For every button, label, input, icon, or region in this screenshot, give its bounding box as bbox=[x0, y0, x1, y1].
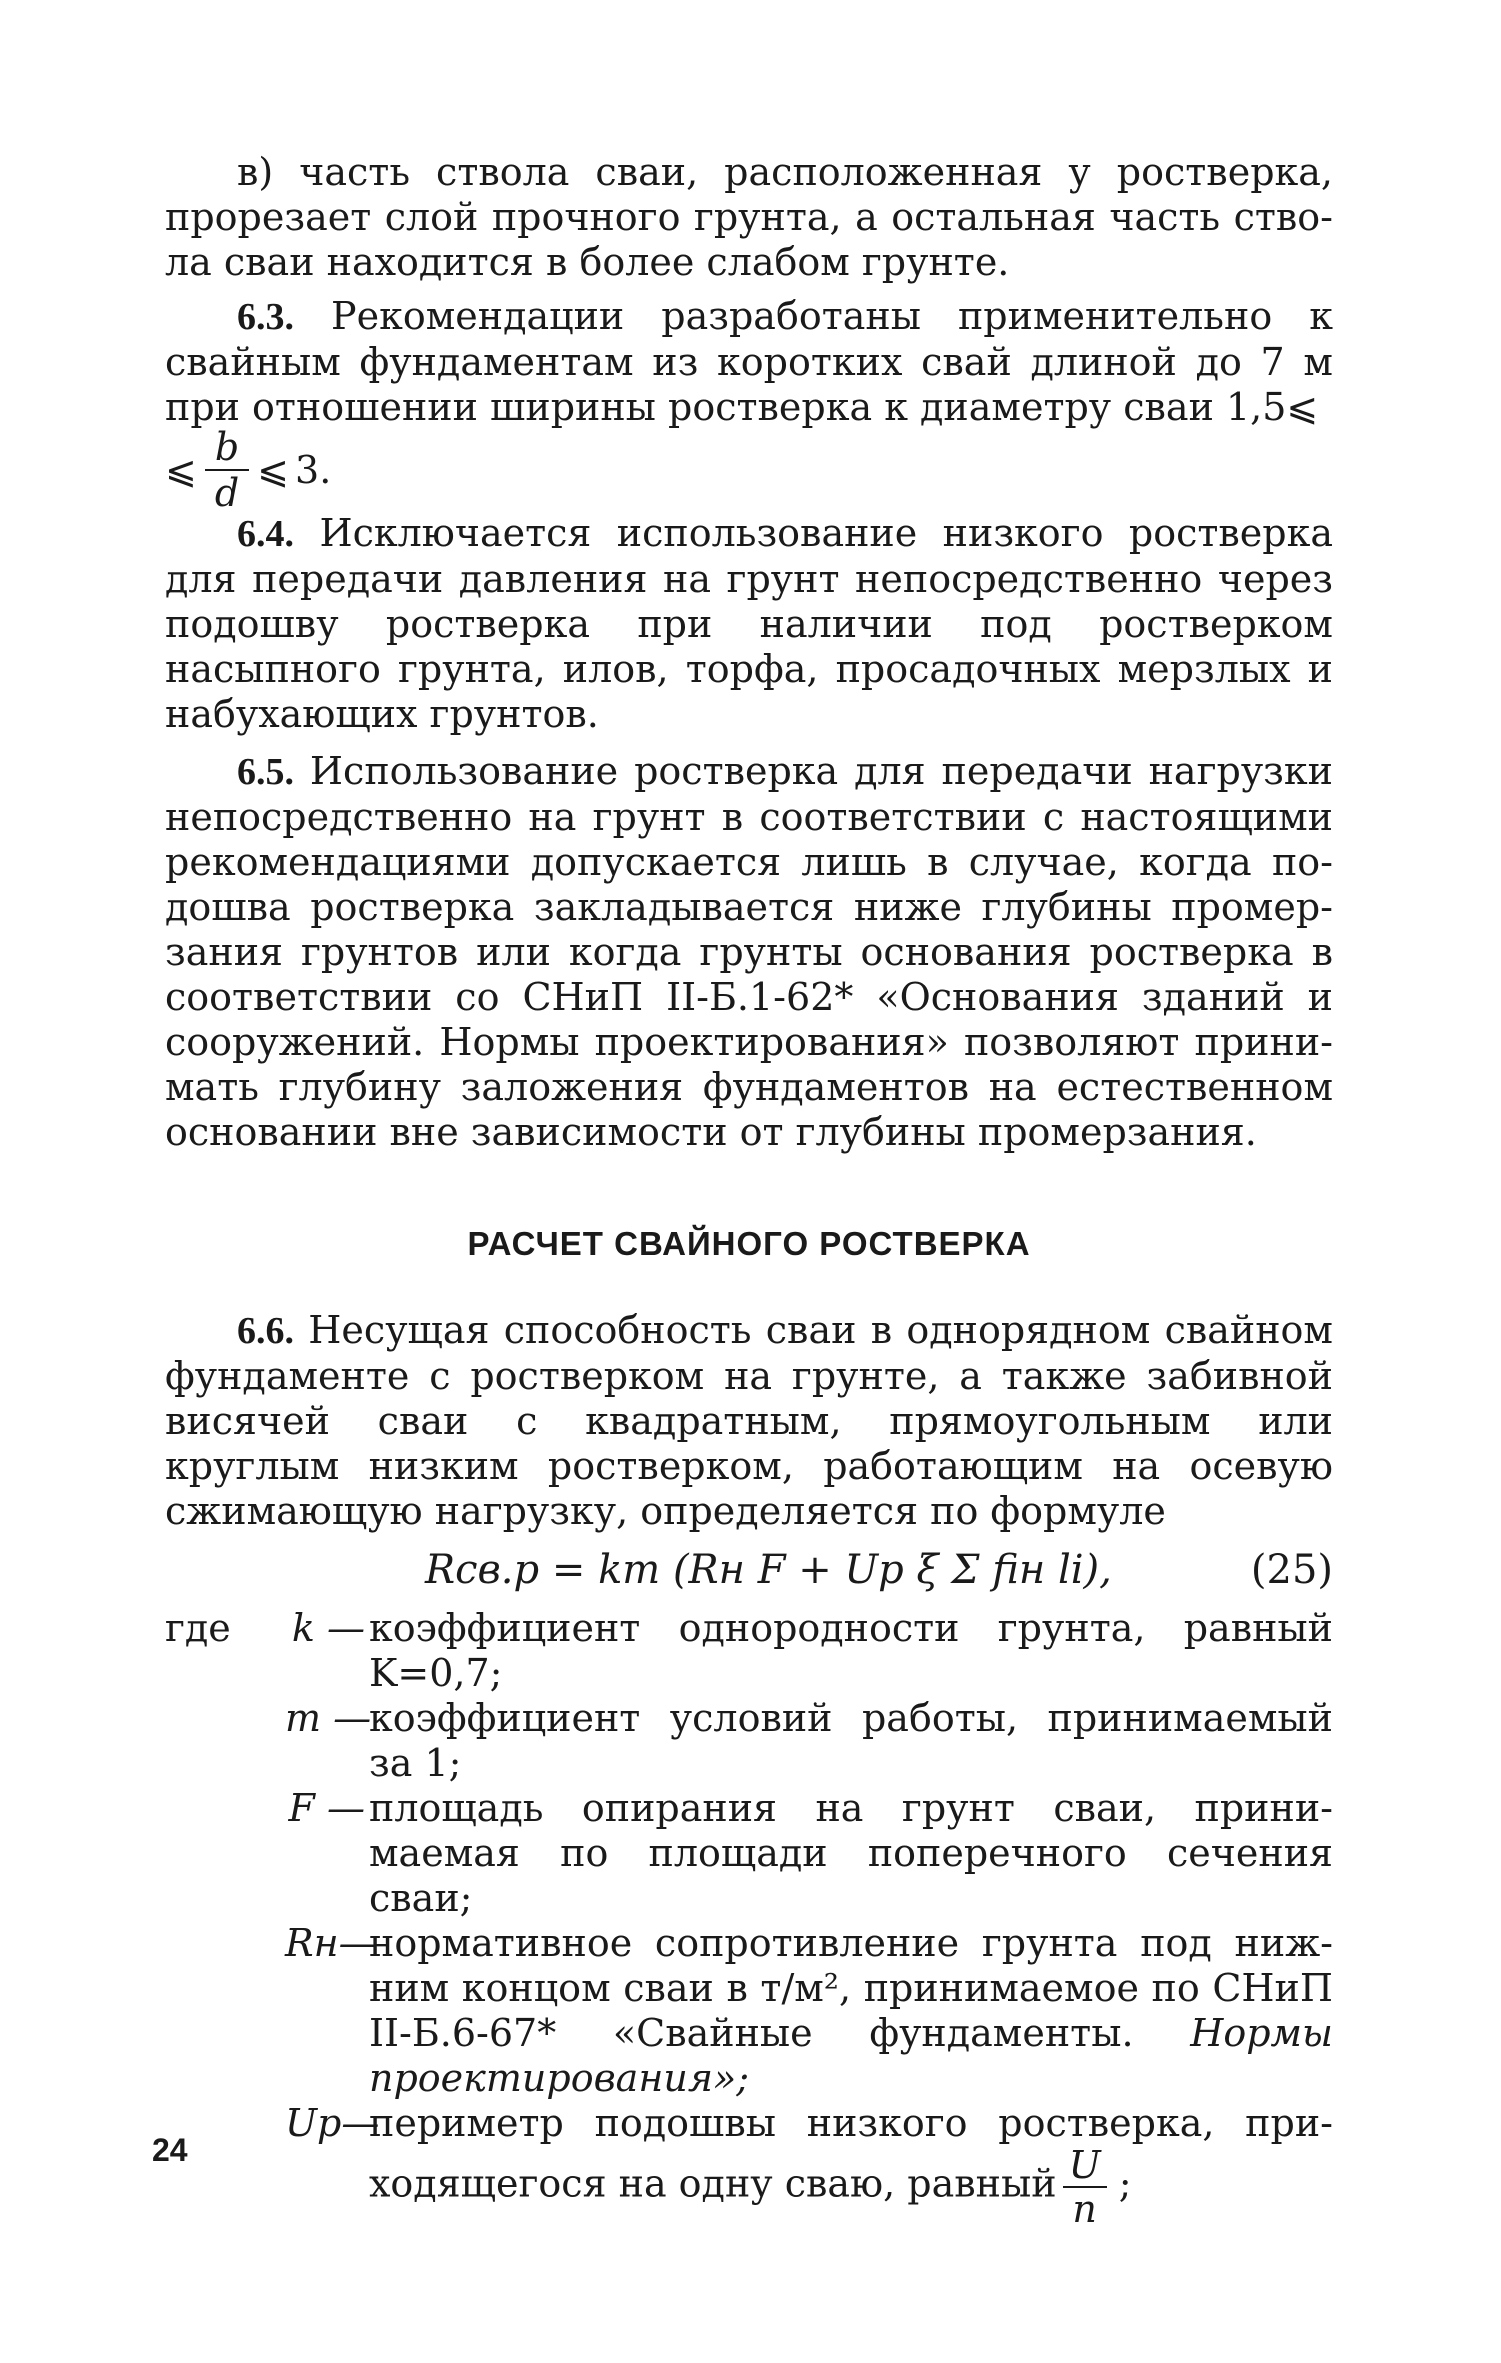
definition-text: периметр подошвы низкого ростверка, приходящегося на одну сваю, равный bbox=[369, 2101, 1333, 2206]
definition-item bbox=[165, 1606, 1333, 1696]
definition-item bbox=[165, 1786, 1333, 1921]
definitions-list bbox=[165, 1606, 1333, 2231]
section-6-5-number: 6.5. bbox=[237, 751, 294, 793]
section-6-3 bbox=[165, 294, 1333, 430]
definition-item bbox=[165, 1921, 1333, 2101]
document-page bbox=[165, 150, 1333, 2231]
formula-number: (25) bbox=[1250, 1547, 1333, 1593]
definition-symbol: F — bbox=[288, 1786, 365, 1830]
definition-text: коэффициент однородности грунта, равный K=0,7; bbox=[369, 1606, 1333, 1695]
definition-text: нормативное сопротивление грунта под нижним концом сваи в т/м², принимаемое по СНиП II-Б.6-67* «Свайные фундаменты. bbox=[369, 1921, 1333, 2055]
ratio-upper: 3. bbox=[295, 447, 332, 492]
definition-symbol: Rн— bbox=[285, 1921, 377, 1965]
section-6-5 bbox=[165, 749, 1333, 1155]
section-6-3-number: 6.3. bbox=[237, 296, 294, 338]
definition-tail: ; bbox=[1118, 2161, 1132, 2206]
intro-paragraph: в) часть ствола сваи, расположенная у ростверка, прорезает слой прочного грунта, а остальная часть ствола сваи находится в более слабом грунте. bbox=[165, 150, 1333, 284]
definition-text-wrap bbox=[365, 2101, 1333, 2231]
definition-item bbox=[165, 2101, 1333, 2231]
where-label: где bbox=[165, 1606, 231, 1650]
ratio-fraction bbox=[205, 425, 249, 515]
section-6-6 bbox=[165, 1308, 1333, 1534]
definition-text-italic: Нормы проектирования»; bbox=[369, 2011, 1333, 2100]
formula-25 bbox=[165, 1544, 1333, 1598]
section-6-4-text: Исключается использование низкого ростверка для передачи давления на грунт непосредственно через подошву ростверка при наличии под ростверком насыпного грунта, илов, торфа, просадочных мерзлых и набухающих грунтов. bbox=[165, 511, 1333, 736]
section-6-5-text: Использование ростверка для передачи нагрузки непосредственно на грунт в соответствии с настоящими рекомендациями допускается лишь в случае, когда подошва ростверка закладывается ниже глубины промерзания грунтов или когда грунты основания ростверка в соответствии со СНиП II-Б.1-62* «Основания зданий и сооружений. Нормы проектирования» позволяют принимать глубину заложения фундаментов на естественном основании вне зависимости от глубины промерзания. bbox=[165, 749, 1333, 1154]
formula-expression: Rсв.р = km (Rн F + Uр ξ Σ fiн li), bbox=[425, 1547, 1112, 1593]
ratio-denominator: d bbox=[214, 471, 240, 515]
section-6-3-text: Рекомендации разработаны применительно к свайным фундаментам из коротких свай длиной до 7 м при отношении ширины ростверка к диаметру сваи 1,5⩽ bbox=[165, 294, 1333, 429]
fraction-denominator: n bbox=[1072, 2187, 1097, 2231]
ratio-lt-left: ⩽ bbox=[165, 447, 197, 492]
perimeter-fraction bbox=[1063, 2143, 1107, 2231]
definition-text: коэффициент условий работы, принимаемый за 1; bbox=[369, 1696, 1333, 1785]
page-number: 24 bbox=[152, 2132, 188, 2168]
ratio-numerator: b bbox=[205, 428, 249, 471]
definition-item bbox=[165, 1696, 1333, 1786]
section-6-6-number: 6.6. bbox=[237, 1310, 294, 1352]
section-heading: РАСЧЕТ СВАЙНОГО РОСТВЕРКА bbox=[467, 1225, 1031, 1262]
section-6-4 bbox=[165, 511, 1333, 737]
definition-symbol: m — bbox=[285, 1696, 372, 1740]
definition-text-wrap bbox=[365, 1921, 1333, 2101]
definition-symbol: k — bbox=[291, 1606, 365, 1650]
section-6-4-number: 6.4. bbox=[237, 513, 294, 555]
fraction-numerator: U bbox=[1063, 2146, 1107, 2188]
section-6-6-text: Несущая способность сваи в однорядном свайном фундаменте с ростверком на грунте, а также забивной висячей сваи с квадратным, прямоугольным или круглым низким ростверком, работающим на осевую сжимающую нагрузку, определяется по формуле bbox=[165, 1308, 1333, 1533]
definition-symbol: Uр— bbox=[285, 2101, 380, 2145]
ratio-expression bbox=[165, 425, 1333, 515]
ratio-lt-right: ⩽ bbox=[257, 447, 290, 492]
definition-text: площадь опирания на грунт сваи, принимаемая по площади поперечного сечения сваи; bbox=[369, 1786, 1333, 1920]
